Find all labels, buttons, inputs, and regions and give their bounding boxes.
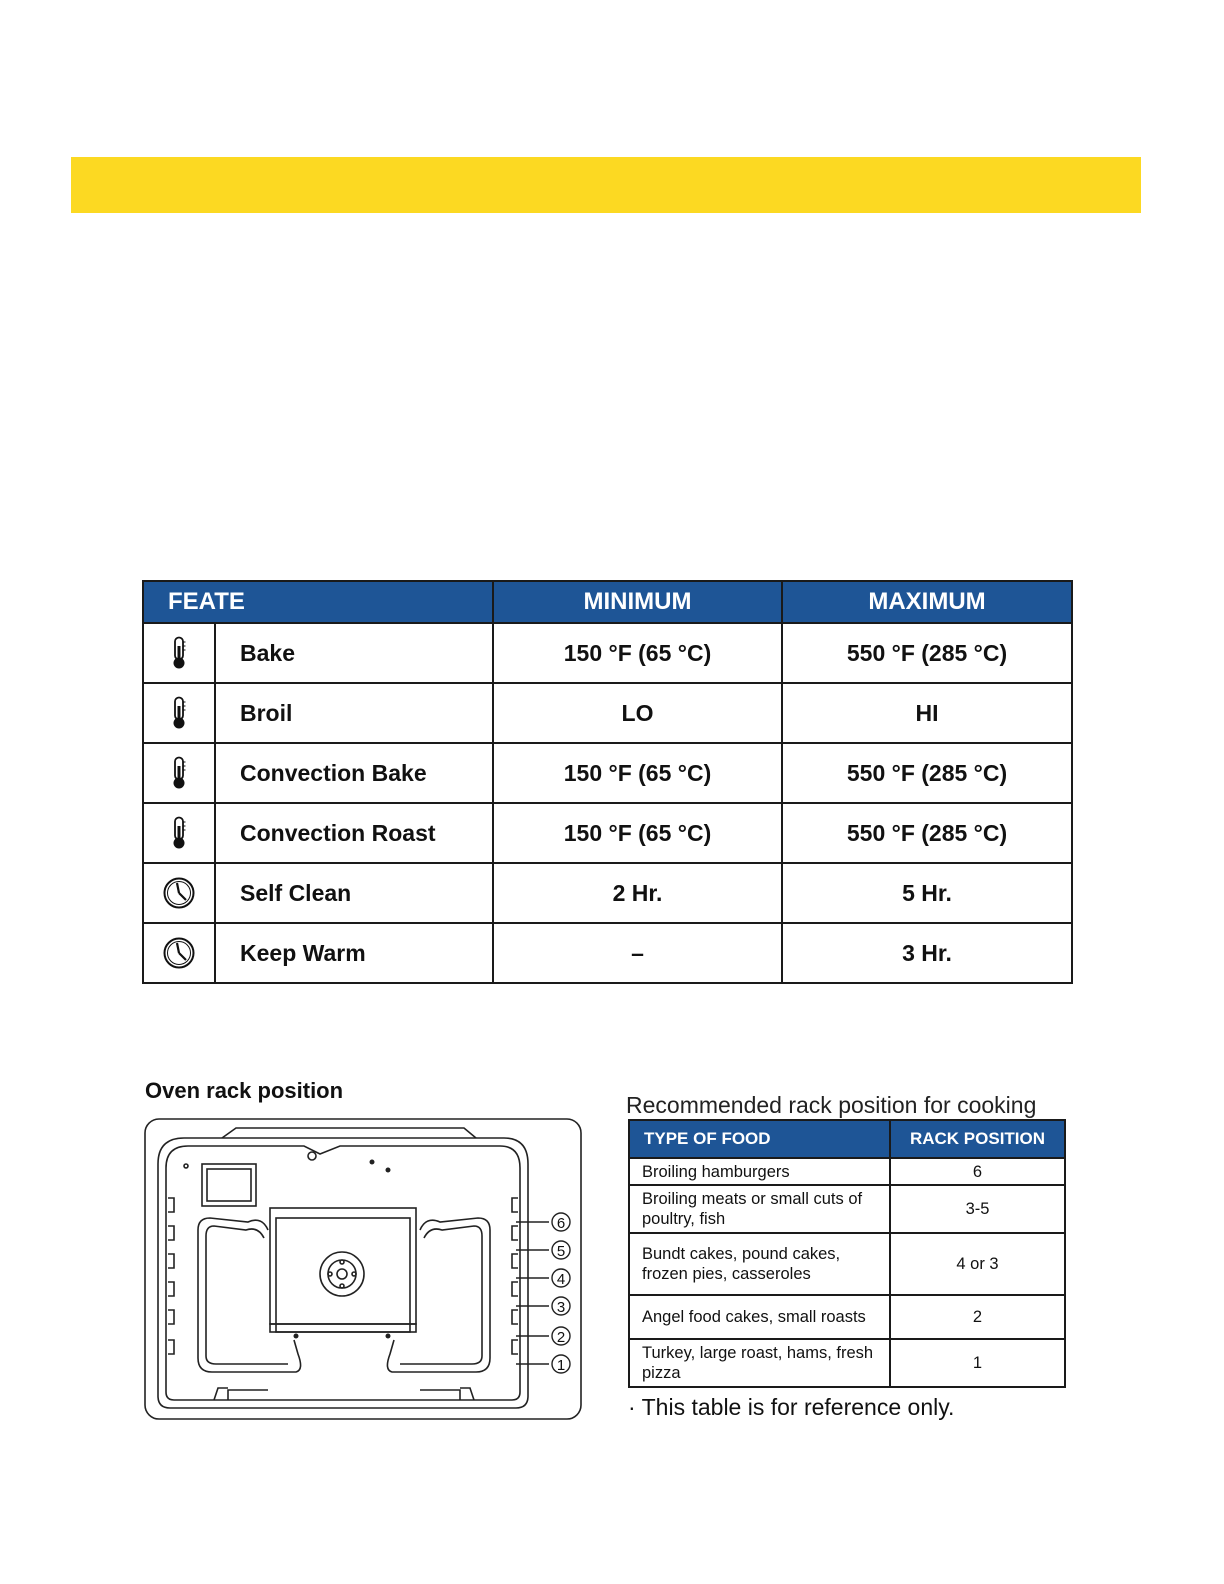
minimum-value: – bbox=[493, 923, 782, 983]
table-row bbox=[143, 863, 1072, 923]
oven-rack-diagram bbox=[144, 1118, 584, 1423]
minimum-value: LO bbox=[493, 683, 782, 743]
rack-position-label: 1 bbox=[556, 1357, 566, 1374]
header-maximum: MAXIMUM bbox=[782, 581, 1072, 623]
rack-position-value: 6 bbox=[890, 1158, 1065, 1185]
header-minimum: MINIMUM bbox=[493, 581, 782, 623]
minimum-value: 150 °F (65 °C) bbox=[493, 623, 782, 683]
feature-name: Convection Roast bbox=[215, 803, 493, 863]
maximum-value: 550 °F (285 °C) bbox=[782, 803, 1072, 863]
table-row bbox=[143, 803, 1072, 863]
table-row bbox=[143, 743, 1072, 803]
header-feature: FEATE bbox=[143, 581, 493, 623]
food-type: Angel food cakes, small roasts bbox=[629, 1295, 890, 1339]
rack-position-label: 4 bbox=[556, 1271, 566, 1288]
maximum-value: HI bbox=[782, 683, 1072, 743]
thermometer-icon bbox=[143, 623, 215, 683]
table-row bbox=[143, 683, 1072, 743]
table-header-row bbox=[143, 581, 1072, 623]
thermometer-icon bbox=[143, 683, 215, 743]
rack-table-title: Recommended rack position for cooking bbox=[626, 1092, 1037, 1118]
rack-position-table bbox=[628, 1119, 1066, 1388]
minimum-value: 2 Hr. bbox=[493, 863, 782, 923]
header-type-of-food: TYPE OF FOOD bbox=[629, 1120, 890, 1158]
feature-name: Broil bbox=[215, 683, 493, 743]
minimum-value: 150 °F (65 °C) bbox=[493, 803, 782, 863]
table-row bbox=[143, 623, 1072, 683]
feature-name: Self Clean bbox=[215, 863, 493, 923]
rack-position-value: 4 or 3 bbox=[890, 1233, 1065, 1295]
table-row bbox=[629, 1233, 1065, 1295]
header-rack-position: RACK POSITION bbox=[890, 1120, 1065, 1158]
rack-position-label: 6 bbox=[556, 1215, 566, 1232]
feature-name: Convection Bake bbox=[215, 743, 493, 803]
rack-position-label: 2 bbox=[556, 1329, 566, 1346]
feature-temperature-table bbox=[142, 580, 1073, 984]
table-header-row bbox=[629, 1120, 1065, 1158]
rack-position-label: 3 bbox=[556, 1299, 566, 1316]
feature-name: Bake bbox=[215, 623, 493, 683]
feature-name: Keep Warm bbox=[215, 923, 493, 983]
clock-icon bbox=[143, 923, 215, 983]
minimum-value: 150 °F (65 °C) bbox=[493, 743, 782, 803]
table-row bbox=[143, 923, 1072, 983]
maximum-value: 550 °F (285 °C) bbox=[782, 623, 1072, 683]
table-row bbox=[629, 1339, 1065, 1387]
maximum-value: 5 Hr. bbox=[782, 863, 1072, 923]
table-row bbox=[629, 1158, 1065, 1185]
header-band bbox=[71, 157, 1141, 213]
table-row bbox=[629, 1295, 1065, 1339]
thermometer-icon bbox=[143, 743, 215, 803]
rack-diagram-title: Oven rack position bbox=[145, 1078, 344, 1103]
thermometer-icon bbox=[143, 803, 215, 863]
food-type: Broiling meats or small cuts of poultry, fish bbox=[629, 1185, 890, 1233]
rack-position-label: 5 bbox=[556, 1243, 566, 1260]
rack-position-value: 1 bbox=[890, 1339, 1065, 1387]
food-type: Broiling hamburgers bbox=[629, 1158, 890, 1185]
food-type: Turkey, large roast, hams, fresh pizza bbox=[629, 1339, 890, 1387]
maximum-value: 550 °F (285 °C) bbox=[782, 743, 1072, 803]
table-row bbox=[629, 1185, 1065, 1233]
rack-position-value: 2 bbox=[890, 1295, 1065, 1339]
clock-icon bbox=[143, 863, 215, 923]
rack-position-value: 3-5 bbox=[890, 1185, 1065, 1233]
maximum-value: 3 Hr. bbox=[782, 923, 1072, 983]
food-type: Bundt cakes, pound cakes, frozen pies, casseroles bbox=[629, 1233, 890, 1295]
reference-note: · This table is for reference only. bbox=[628, 1394, 955, 1420]
